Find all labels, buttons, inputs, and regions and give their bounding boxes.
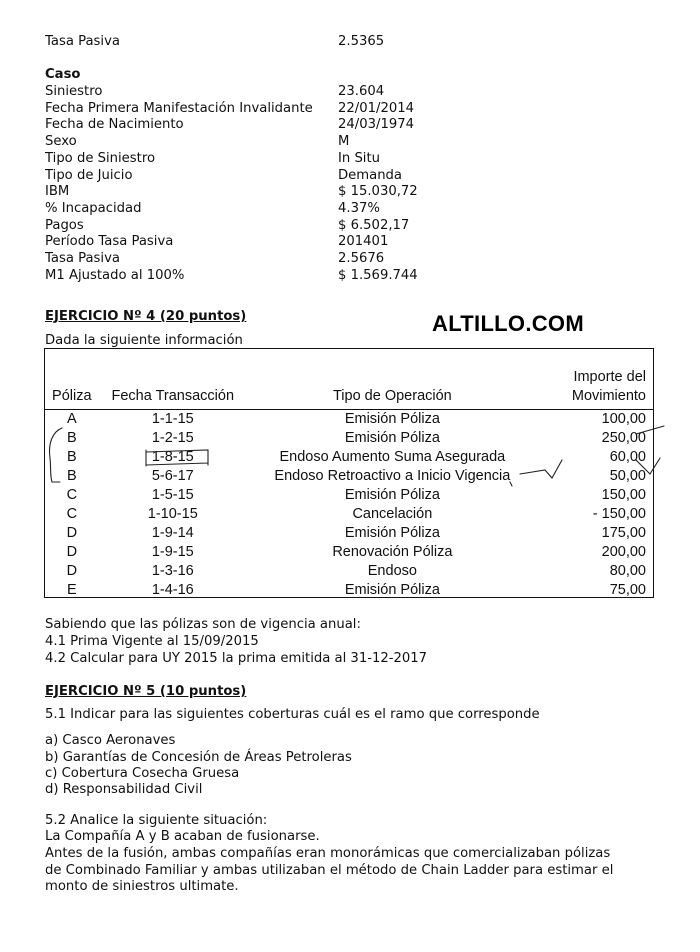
ej5-option-b: b) Garantías de Concesión de Áreas Petroleras <box>45 750 352 765</box>
table-row <box>44 429 654 448</box>
cell-tipo: Emisión Póliza <box>344 411 440 427</box>
cell-poliza: B <box>66 449 77 465</box>
caso-value: 22/01/2014 <box>338 100 415 116</box>
ej5-title: EJERCICIO Nº 5 (10 puntos) <box>45 684 247 699</box>
table-row <box>44 524 654 543</box>
caso-value: In Situ <box>338 150 381 166</box>
header-importe <box>539 348 654 410</box>
cell-fecha: 1-10-15 <box>147 506 198 522</box>
table-row <box>44 486 654 505</box>
cell-importe: 100,00 <box>601 411 646 427</box>
ej5-option-d: d) Responsabilidad Civil <box>45 782 203 797</box>
cell-poliza: A <box>66 411 77 427</box>
caso-label: M1 Ajustado al 100% <box>45 267 185 283</box>
cell-importe: - 150,00 <box>592 506 646 522</box>
header-tipo: Tipo de Operación <box>246 348 539 410</box>
cell-fecha: 1-5-15 <box>151 487 194 503</box>
caso-value: Demanda <box>338 167 403 183</box>
cell-tipo: Emisión Póliza <box>344 525 440 541</box>
cell-poliza: D <box>66 544 78 560</box>
caso-value: 23.604 <box>338 84 385 99</box>
ej4-question-2: 4.2 Calcular para UY 2015 la prima emitida al 31-12-2017 <box>45 651 428 666</box>
ej5-paragraph-3: de Combinado Familiar y ambas utilizaban el método de Chain Ladder para estimar el <box>45 863 614 878</box>
caso-label: Tasa Pasiva <box>45 251 120 266</box>
cell-importe: 250,00 <box>601 430 646 446</box>
caso-value: $ 1.569.744 <box>338 267 418 283</box>
header-importe-line2: Movimiento <box>571 388 646 404</box>
watermark-logo: ALTILLO.COM <box>432 311 584 336</box>
ej5-paragraph-2: Antes de la fusión, ambas compañías eran monorámicas que comercializaban pólizas <box>45 846 611 861</box>
caso-value: 4.37% <box>338 200 380 216</box>
cell-importe: 80,00 <box>609 563 646 579</box>
caso-label: Tipo de Juicio <box>45 167 133 183</box>
cell-poliza: C <box>66 487 78 503</box>
caso-label: Tipo de Siniestro <box>45 150 156 166</box>
caso-label: Pagos <box>45 217 84 233</box>
cell-fecha: 5-6-17 <box>151 468 194 484</box>
cell-poliza: D <box>66 563 78 579</box>
caso-value: 24/03/1974 <box>338 117 415 133</box>
cell-fecha: 1-3-16 <box>151 563 194 579</box>
caso-value: $ 15.030,72 <box>338 184 418 200</box>
caso-label: % Incapacidad <box>45 200 142 216</box>
cell-tipo: Emisión Póliza <box>344 487 440 503</box>
ej5-paragraph-1: La Compañía A y B acaban de fusionarse. <box>45 829 320 844</box>
caso-value: 201401 <box>338 234 389 250</box>
table-row <box>44 543 654 562</box>
header-importe-line1: Importe del <box>573 369 646 385</box>
cell-importe: 50,00 <box>609 468 646 484</box>
ej5-paragraph-4: monto de siniestros ultimate. <box>45 879 239 894</box>
cell-poliza: C <box>66 506 78 522</box>
movements-table <box>44 348 654 600</box>
cell-tipo: Endoso Retroactivo a Inicio Vigencia <box>274 468 511 484</box>
cell-tipo: Renovación Póliza <box>332 544 453 560</box>
table-row <box>44 410 654 430</box>
table-row <box>44 448 654 467</box>
cell-poliza: B <box>66 430 77 446</box>
table-row <box>44 581 654 600</box>
ej5-question-51: 5.1 Indicar para las siguientes coberturas cuál es el ramo que corresponde <box>45 707 540 722</box>
cell-tipo: Emisión Póliza <box>344 430 440 446</box>
cell-fecha: 1-8-15 <box>151 449 194 465</box>
ej4-question-intro: Sabiendo que las pólizas son de vigencia anual: <box>45 617 361 632</box>
top-value: 2.5365 <box>338 34 385 49</box>
caso-label: Período Tasa Pasiva <box>45 234 174 250</box>
caso-label: Fecha Primera Manifestación Invalidante <box>45 100 313 116</box>
ej4-title: EJERCICIO Nº 4 (20 puntos) <box>45 309 247 324</box>
table-row <box>44 505 654 524</box>
cell-importe: 200,00 <box>601 544 646 560</box>
caso-value: $ 6.502,17 <box>338 217 410 233</box>
cell-tipo: Endoso Aumento Suma Asegurada <box>279 449 506 465</box>
ej5-question-52: 5.2 Analice la siguiente situación: <box>45 813 268 828</box>
table-header-row <box>44 348 654 410</box>
caso-value: M <box>338 134 350 150</box>
cell-poliza: D <box>66 525 78 541</box>
header-poliza: Póliza <box>44 348 100 410</box>
cell-importe: 60,00 <box>609 449 646 465</box>
table-row <box>44 467 654 486</box>
top-label: Tasa Pasiva <box>45 34 120 49</box>
ej4-question-1: 4.1 Prima Vigente al 15/09/2015 <box>45 634 259 649</box>
header-fecha: Fecha Transacción <box>100 348 246 410</box>
cell-tipo: Endoso <box>367 563 417 579</box>
cell-importe: 75,00 <box>609 582 646 598</box>
caso-title: Caso <box>45 67 81 82</box>
ej5-option-c: c) Cobertura Cosecha Gruesa <box>45 766 240 781</box>
table-body <box>44 410 654 601</box>
ej4-intro: Dada la siguiente información <box>45 333 243 348</box>
ej5-option-a: a) Casco Aeronaves <box>45 733 176 748</box>
caso-label: Fecha de Nacimiento <box>45 117 184 133</box>
cell-tipo: Cancelación <box>352 506 433 522</box>
table-row <box>44 562 654 581</box>
caso-value: 2.5676 <box>338 251 385 266</box>
cell-fecha: 1-2-15 <box>151 430 194 446</box>
cell-fecha: 1-1-15 <box>151 411 194 427</box>
caso-label: Siniestro <box>45 84 103 99</box>
cell-poliza: E <box>66 582 77 598</box>
cell-tipo: Emisión Póliza <box>344 582 440 598</box>
cell-importe: 175,00 <box>601 525 646 541</box>
cell-fecha: 1-9-15 <box>151 544 194 560</box>
cell-fecha: 1-4-16 <box>151 582 194 598</box>
cell-fecha: 1-9-14 <box>151 525 194 541</box>
caso-label: Sexo <box>45 134 77 150</box>
caso-label: IBM <box>45 184 70 200</box>
cell-poliza: B <box>66 468 77 484</box>
cell-importe: 150,00 <box>601 487 646 503</box>
